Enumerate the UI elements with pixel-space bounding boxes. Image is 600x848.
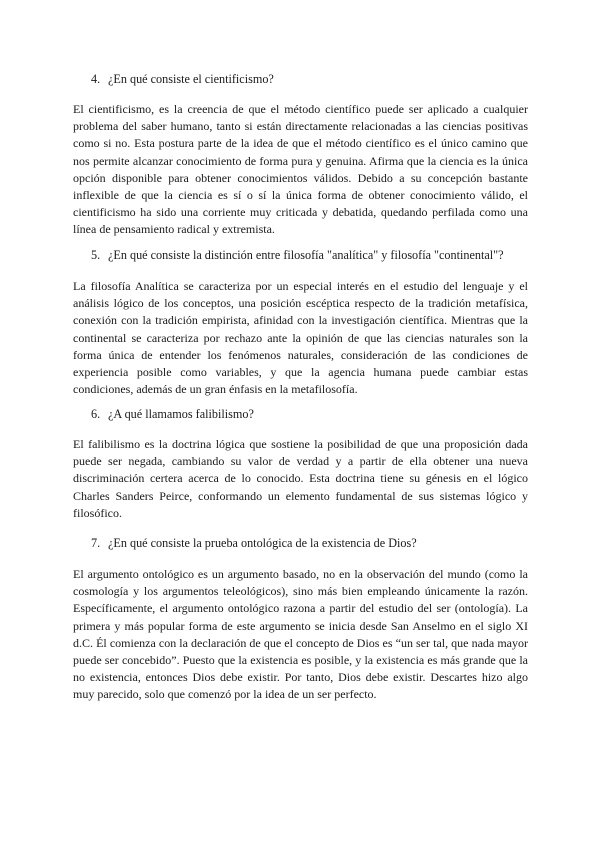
answer-4-paragraph: El cientificismo, es la creencia de que el método científico puede ser aplicado a cualquier problema del saber humano, tanto si están directamente relacionadas a las ciencias positivas como si no. Esta postura parte de la idea de que el método científico es el único camino que nos permite alcanzar conocimiento de forma pura y genuina. Afirma que la ciencia es la única opción disponible para obtener conocimientos válidos. Debido a su concepción bastante inflexible de que la ciencia es sí o sí la única forma de obtener conocimiento válido, el cientificismo ha sido una corriente muy criticada y debatida, quedando perfilada como una línea de pensamiento radical y extremista.	[73, 102, 528, 237]
question-number: 4.	[91, 72, 101, 86]
question-text: ¿En qué consiste la distinción entre filosofía "analítica" y filosofía "continental"?	[108, 248, 504, 262]
question-number: 5.	[91, 248, 101, 262]
question-number: 7.	[91, 536, 101, 550]
question-text: ¿En qué consiste el cientificismo?	[108, 72, 274, 86]
question-text: ¿En qué consiste la prueba ontológica de la existencia de Dios?	[108, 536, 417, 550]
question-5-heading	[91, 247, 504, 264]
answer-7-paragraph: El argumento ontológico es un argumento basado, no en la observación del mundo (como la cosmología y los argumentos teleológicos), sino más bien empleando únicamente la razón. Específicamente, el argumento ontológico razona a partir del estudio del ser (ontología). La primera y más popular forma de este argumento se inicia desde San Anselmo en el siglo XI d.C. Él comienza con la declaración de que el concepto de Dios es “un ser tal, que nada mayor puede ser concebido”. Puesto que la existencia es posible, y la existencia es más grande que la no existencia, entonces Dios debe existir. Por tanto, Dios debe existir. Descartes hizo algo muy parecido, solo que comenzó por la idea de un ser perfecto.	[73, 567, 528, 702]
question-4-heading	[91, 71, 274, 88]
question-number: 6.	[91, 407, 101, 421]
question-6-heading	[91, 406, 254, 423]
question-7-heading	[91, 535, 417, 552]
answer-6-paragraph: El falibilismo es la doctrina lógica que sostiene la posibilidad de que una proposición dada puede ser negada, cambiando su valor de verdad y a partir de ella obtener una nueva discriminación certera acerca de lo conocido. Esta doctrina tiene su génesis en el lógico Charles Sanders Peirce, conformando un elemento fundamental de sus sistemas lógico y filosófico.	[73, 437, 528, 520]
answer-5-paragraph: La filosofía Analítica se caracteriza por un especial interés en el estudio del lenguaje y el análisis lógico de los conceptos, una posición escéptica respecto de la tradición metafísica, conexión con la tradición empirista, afinidad con la investigación científica. Mientras que la continental se caracteriza por rechazo ante la opinión de que las ciencias naturales son la forma única de entender los fenómenos naturales, consideración de las condiciones de experiencia posible como variables, y que la agencia humana puede cambiar estas condiciones, además de un gran énfasis en la metafilosofía.	[73, 279, 528, 397]
question-text: ¿A qué llamamos falibilismo?	[108, 407, 254, 421]
